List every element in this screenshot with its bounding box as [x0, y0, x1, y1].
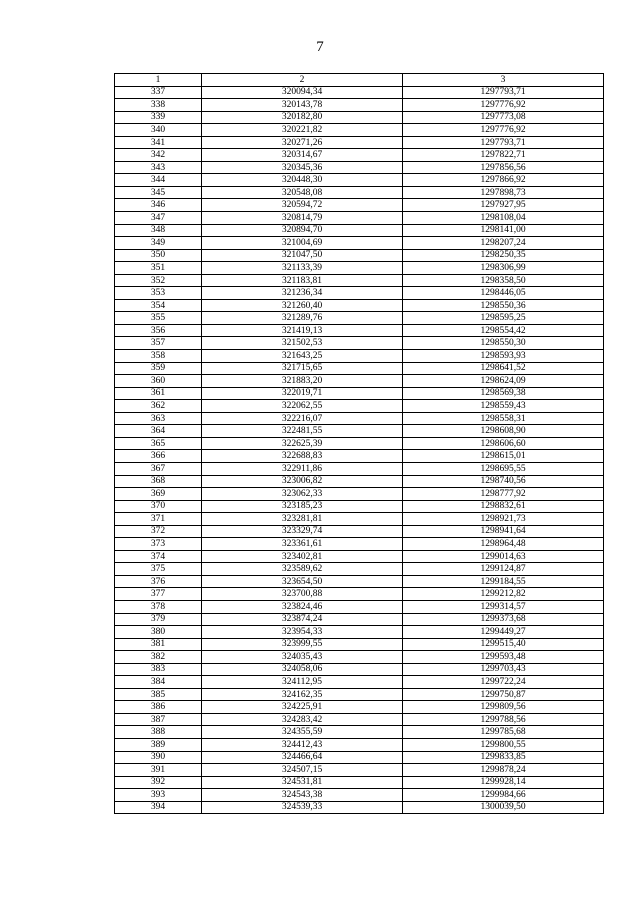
cell-y-coordinate: 1298832,61: [403, 500, 604, 513]
table-row: [115, 124, 604, 137]
cell-point-number: 380: [115, 626, 202, 639]
table-row: [115, 111, 604, 124]
cell-y-coordinate: 1298550,30: [403, 337, 604, 350]
cell-point-number: 390: [115, 751, 202, 764]
cell-x-coordinate: 321643,25: [202, 350, 403, 363]
cell-x-coordinate: 322019,71: [202, 387, 403, 400]
table-row: [115, 86, 604, 99]
cell-point-number: 372: [115, 525, 202, 538]
cell-x-coordinate: 320314,67: [202, 149, 403, 162]
table-row: [115, 199, 604, 212]
cell-x-coordinate: 324507,15: [202, 764, 403, 777]
table-row: [115, 550, 604, 563]
table-row: [115, 425, 604, 438]
table-row: [115, 801, 604, 814]
cell-x-coordinate: 324543,38: [202, 789, 403, 802]
cell-x-coordinate: 321133,39: [202, 262, 403, 275]
table-row: [115, 613, 604, 626]
cell-y-coordinate: 1299800,55: [403, 738, 604, 751]
table-row: [115, 538, 604, 551]
table-row: [115, 513, 604, 526]
cell-point-number: 369: [115, 488, 202, 501]
cell-x-coordinate: 323185,23: [202, 500, 403, 513]
cell-y-coordinate: 1297866,92: [403, 174, 604, 187]
cell-y-coordinate: 1299788,56: [403, 713, 604, 726]
cell-y-coordinate: 1298569,38: [403, 387, 604, 400]
cell-point-number: 349: [115, 237, 202, 250]
table-header: [115, 74, 604, 87]
cell-x-coordinate: 320448,30: [202, 174, 403, 187]
cell-point-number: 388: [115, 726, 202, 739]
cell-x-coordinate: 323062,33: [202, 488, 403, 501]
cell-point-number: 353: [115, 287, 202, 300]
cell-y-coordinate: 1298641,52: [403, 362, 604, 375]
table-row: [115, 274, 604, 287]
cell-point-number: 356: [115, 324, 202, 337]
cell-x-coordinate: 323589,62: [202, 563, 403, 576]
cell-y-coordinate: 1298554,42: [403, 324, 604, 337]
table-row: [115, 600, 604, 613]
cell-point-number: 352: [115, 274, 202, 287]
cell-y-coordinate: 1299703,43: [403, 663, 604, 676]
cell-point-number: 350: [115, 249, 202, 262]
cell-y-coordinate: 1298624,09: [403, 375, 604, 388]
cell-point-number: 344: [115, 174, 202, 187]
cell-point-number: 378: [115, 600, 202, 613]
cell-x-coordinate: 320548,08: [202, 186, 403, 199]
cell-point-number: 338: [115, 99, 202, 112]
table-row: [115, 387, 604, 400]
cell-y-coordinate: 1298358,50: [403, 274, 604, 287]
cell-x-coordinate: 323874,24: [202, 613, 403, 626]
table-row: [115, 287, 604, 300]
table-row: [115, 174, 604, 187]
cell-point-number: 359: [115, 362, 202, 375]
cell-x-coordinate: 323954,33: [202, 626, 403, 639]
cell-point-number: 337: [115, 86, 202, 99]
cell-point-number: 394: [115, 801, 202, 814]
cell-y-coordinate: 1298550,36: [403, 299, 604, 312]
table-row: [115, 362, 604, 375]
cell-point-number: 393: [115, 789, 202, 802]
cell-y-coordinate: 1297793,71: [403, 136, 604, 149]
cell-x-coordinate: 321260,40: [202, 299, 403, 312]
cell-y-coordinate: 1298446,05: [403, 287, 604, 300]
cell-x-coordinate: 323700,88: [202, 588, 403, 601]
cell-y-coordinate: 1297776,92: [403, 124, 604, 137]
table-row: [115, 676, 604, 689]
cell-x-coordinate: 322062,55: [202, 400, 403, 413]
table-row: [115, 412, 604, 425]
cell-point-number: 354: [115, 299, 202, 312]
cell-x-coordinate: 323281,81: [202, 513, 403, 526]
table-row: [115, 688, 604, 701]
cell-x-coordinate: 320143,78: [202, 99, 403, 112]
cell-x-coordinate: 321289,76: [202, 312, 403, 325]
cell-y-coordinate: 1298606,60: [403, 437, 604, 450]
cell-y-coordinate: 1298695,55: [403, 462, 604, 475]
cell-point-number: 365: [115, 437, 202, 450]
cell-y-coordinate: 1298595,25: [403, 312, 604, 325]
cell-x-coordinate: 321004,69: [202, 237, 403, 250]
cell-x-coordinate: 324412,43: [202, 738, 403, 751]
cell-x-coordinate: 321883,20: [202, 375, 403, 388]
table-row: [115, 701, 604, 714]
cell-y-coordinate: 1297773,08: [403, 111, 604, 124]
cell-y-coordinate: 1298250,35: [403, 249, 604, 262]
cell-point-number: 358: [115, 350, 202, 363]
table-row: [115, 563, 604, 576]
table-row: [115, 136, 604, 149]
cell-x-coordinate: 322625,39: [202, 437, 403, 450]
table-row: [115, 324, 604, 337]
cell-x-coordinate: 320814,79: [202, 212, 403, 225]
cell-point-number: 340: [115, 124, 202, 137]
cell-x-coordinate: 322481,55: [202, 425, 403, 438]
cell-x-coordinate: 323654,50: [202, 575, 403, 588]
cell-x-coordinate: 324539,33: [202, 801, 403, 814]
cell-y-coordinate: 1297898,73: [403, 186, 604, 199]
cell-y-coordinate: 1299593,48: [403, 651, 604, 664]
cell-x-coordinate: 324283,42: [202, 713, 403, 726]
cell-x-coordinate: 324466,64: [202, 751, 403, 764]
page-number: 7: [316, 39, 324, 55]
cell-y-coordinate: 1299014,63: [403, 550, 604, 563]
cell-point-number: 361: [115, 387, 202, 400]
cell-point-number: 377: [115, 588, 202, 601]
cell-y-coordinate: 1299212,82: [403, 588, 604, 601]
table-row: [115, 764, 604, 777]
cell-x-coordinate: 321715,65: [202, 362, 403, 375]
table-body: [115, 86, 604, 814]
cell-x-coordinate: 323361,61: [202, 538, 403, 551]
table-row: [115, 651, 604, 664]
table-row: [115, 224, 604, 237]
cell-point-number: 362: [115, 400, 202, 413]
cell-y-coordinate: 1299722,24: [403, 676, 604, 689]
cell-point-number: 384: [115, 676, 202, 689]
table-row: [115, 161, 604, 174]
table-row: [115, 525, 604, 538]
cell-y-coordinate: 1299184,55: [403, 575, 604, 588]
cell-x-coordinate: 321047,50: [202, 249, 403, 262]
cell-point-number: 370: [115, 500, 202, 513]
table-row: [115, 299, 604, 312]
cell-point-number: 339: [115, 111, 202, 124]
cell-x-coordinate: 321419,13: [202, 324, 403, 337]
cell-point-number: 360: [115, 375, 202, 388]
table-row: [115, 262, 604, 275]
cell-x-coordinate: 322911,86: [202, 462, 403, 475]
cell-point-number: 385: [115, 688, 202, 701]
cell-point-number: 376: [115, 575, 202, 588]
cell-x-coordinate: 324162,35: [202, 688, 403, 701]
cell-y-coordinate: 1298593,93: [403, 350, 604, 363]
header-cell-y-coordinate: 3: [403, 74, 604, 87]
header-cell-x-coordinate: 2: [202, 74, 403, 87]
cell-point-number: 351: [115, 262, 202, 275]
cell-x-coordinate: 324035,43: [202, 651, 403, 664]
cell-x-coordinate: 320271,26: [202, 136, 403, 149]
table-row: [115, 726, 604, 739]
cell-point-number: 373: [115, 538, 202, 551]
table-row: [115, 789, 604, 802]
cell-y-coordinate: 1298964,48: [403, 538, 604, 551]
table-row: [115, 475, 604, 488]
table-row: [115, 186, 604, 199]
cell-y-coordinate: 1299878,24: [403, 764, 604, 777]
table-row: [115, 588, 604, 601]
cell-y-coordinate: 1299124,87: [403, 563, 604, 576]
cell-point-number: 379: [115, 613, 202, 626]
cell-point-number: 375: [115, 563, 202, 576]
table-row: [115, 462, 604, 475]
cell-point-number: 345: [115, 186, 202, 199]
cell-y-coordinate: 1298559,43: [403, 400, 604, 413]
cell-point-number: 371: [115, 513, 202, 526]
table-row: [115, 488, 604, 501]
cell-x-coordinate: 320182,80: [202, 111, 403, 124]
table-row: [115, 663, 604, 676]
cell-point-number: 346: [115, 199, 202, 212]
cell-point-number: 368: [115, 475, 202, 488]
cell-x-coordinate: 320094,34: [202, 86, 403, 99]
cell-y-coordinate: 1299449,27: [403, 626, 604, 639]
cell-y-coordinate: 1300039,50: [403, 801, 604, 814]
cell-y-coordinate: 1298306,99: [403, 262, 604, 275]
cell-x-coordinate: 320345,36: [202, 161, 403, 174]
cell-point-number: 387: [115, 713, 202, 726]
cell-y-coordinate: 1299314,57: [403, 600, 604, 613]
cell-y-coordinate: 1299984,66: [403, 789, 604, 802]
cell-x-coordinate: 324058,06: [202, 663, 403, 676]
cell-y-coordinate: 1298558,31: [403, 412, 604, 425]
cell-y-coordinate: 1298740,56: [403, 475, 604, 488]
table-row: [115, 237, 604, 250]
header-cell-point-number: 1: [115, 74, 202, 87]
cell-x-coordinate: 324112,95: [202, 676, 403, 689]
cell-x-coordinate: 321236,34: [202, 287, 403, 300]
cell-y-coordinate: 1298608,90: [403, 425, 604, 438]
cell-point-number: 357: [115, 337, 202, 350]
cell-y-coordinate: 1299785,68: [403, 726, 604, 739]
table-row: [115, 249, 604, 262]
cell-point-number: 348: [115, 224, 202, 237]
table-row: [115, 776, 604, 789]
table-row: [115, 738, 604, 751]
table-row: [115, 99, 604, 112]
table-row: [115, 575, 604, 588]
cell-x-coordinate: 323999,55: [202, 638, 403, 651]
cell-y-coordinate: 1297793,71: [403, 86, 604, 99]
cell-x-coordinate: 323006,82: [202, 475, 403, 488]
table-row: [115, 350, 604, 363]
cell-y-coordinate: 1298941,64: [403, 525, 604, 538]
cell-point-number: 383: [115, 663, 202, 676]
cell-y-coordinate: 1298615,01: [403, 450, 604, 463]
cell-x-coordinate: 322216,07: [202, 412, 403, 425]
cell-point-number: 392: [115, 776, 202, 789]
cell-point-number: 374: [115, 550, 202, 563]
cell-point-number: 366: [115, 450, 202, 463]
cell-x-coordinate: 320221,82: [202, 124, 403, 137]
cell-x-coordinate: 324355,59: [202, 726, 403, 739]
cell-point-number: 391: [115, 764, 202, 777]
cell-y-coordinate: 1299809,56: [403, 701, 604, 714]
cell-x-coordinate: 323329,74: [202, 525, 403, 538]
cell-x-coordinate: 321502,53: [202, 337, 403, 350]
cell-y-coordinate: 1299373,68: [403, 613, 604, 626]
cell-point-number: 342: [115, 149, 202, 162]
cell-y-coordinate: 1299750,87: [403, 688, 604, 701]
cell-y-coordinate: 1297856,56: [403, 161, 604, 174]
table-row: [115, 149, 604, 162]
cell-y-coordinate: 1297776,92: [403, 99, 604, 112]
cell-y-coordinate: 1298141,00: [403, 224, 604, 237]
cell-point-number: 363: [115, 412, 202, 425]
cell-y-coordinate: 1297927,95: [403, 199, 604, 212]
cell-y-coordinate: 1298207,24: [403, 237, 604, 250]
table-row: [115, 450, 604, 463]
table-row: [115, 400, 604, 413]
header-row: [115, 74, 604, 87]
cell-x-coordinate: 320894,70: [202, 224, 403, 237]
cell-point-number: 381: [115, 638, 202, 651]
table-row: [115, 312, 604, 325]
table-row: [115, 751, 604, 764]
table-row: [115, 638, 604, 651]
cell-point-number: 347: [115, 212, 202, 225]
table-row: [115, 626, 604, 639]
table-row: [115, 212, 604, 225]
cell-y-coordinate: 1298921,73: [403, 513, 604, 526]
cell-y-coordinate: 1299833,85: [403, 751, 604, 764]
cell-y-coordinate: 1298777,92: [403, 488, 604, 501]
cell-x-coordinate: 323402,81: [202, 550, 403, 563]
cell-point-number: 355: [115, 312, 202, 325]
cell-point-number: 341: [115, 136, 202, 149]
cell-y-coordinate: 1297822,71: [403, 149, 604, 162]
cell-point-number: 364: [115, 425, 202, 438]
cell-point-number: 367: [115, 462, 202, 475]
cell-x-coordinate: 321183,81: [202, 274, 403, 287]
table-row: [115, 437, 604, 450]
table-row: [115, 500, 604, 513]
cell-x-coordinate: 323824,46: [202, 600, 403, 613]
cell-x-coordinate: 322688,83: [202, 450, 403, 463]
cell-point-number: 343: [115, 161, 202, 174]
table-row: [115, 713, 604, 726]
table-row: [115, 337, 604, 350]
cell-point-number: 386: [115, 701, 202, 714]
cell-x-coordinate: 320594,72: [202, 199, 403, 212]
cell-x-coordinate: 324225,91: [202, 701, 403, 714]
coordinates-table: [114, 73, 604, 814]
cell-point-number: 382: [115, 651, 202, 664]
cell-x-coordinate: 324531,81: [202, 776, 403, 789]
cell-y-coordinate: 1298108,04: [403, 212, 604, 225]
cell-point-number: 389: [115, 738, 202, 751]
cell-y-coordinate: 1299928,14: [403, 776, 604, 789]
cell-y-coordinate: 1299515,40: [403, 638, 604, 651]
table-row: [115, 375, 604, 388]
